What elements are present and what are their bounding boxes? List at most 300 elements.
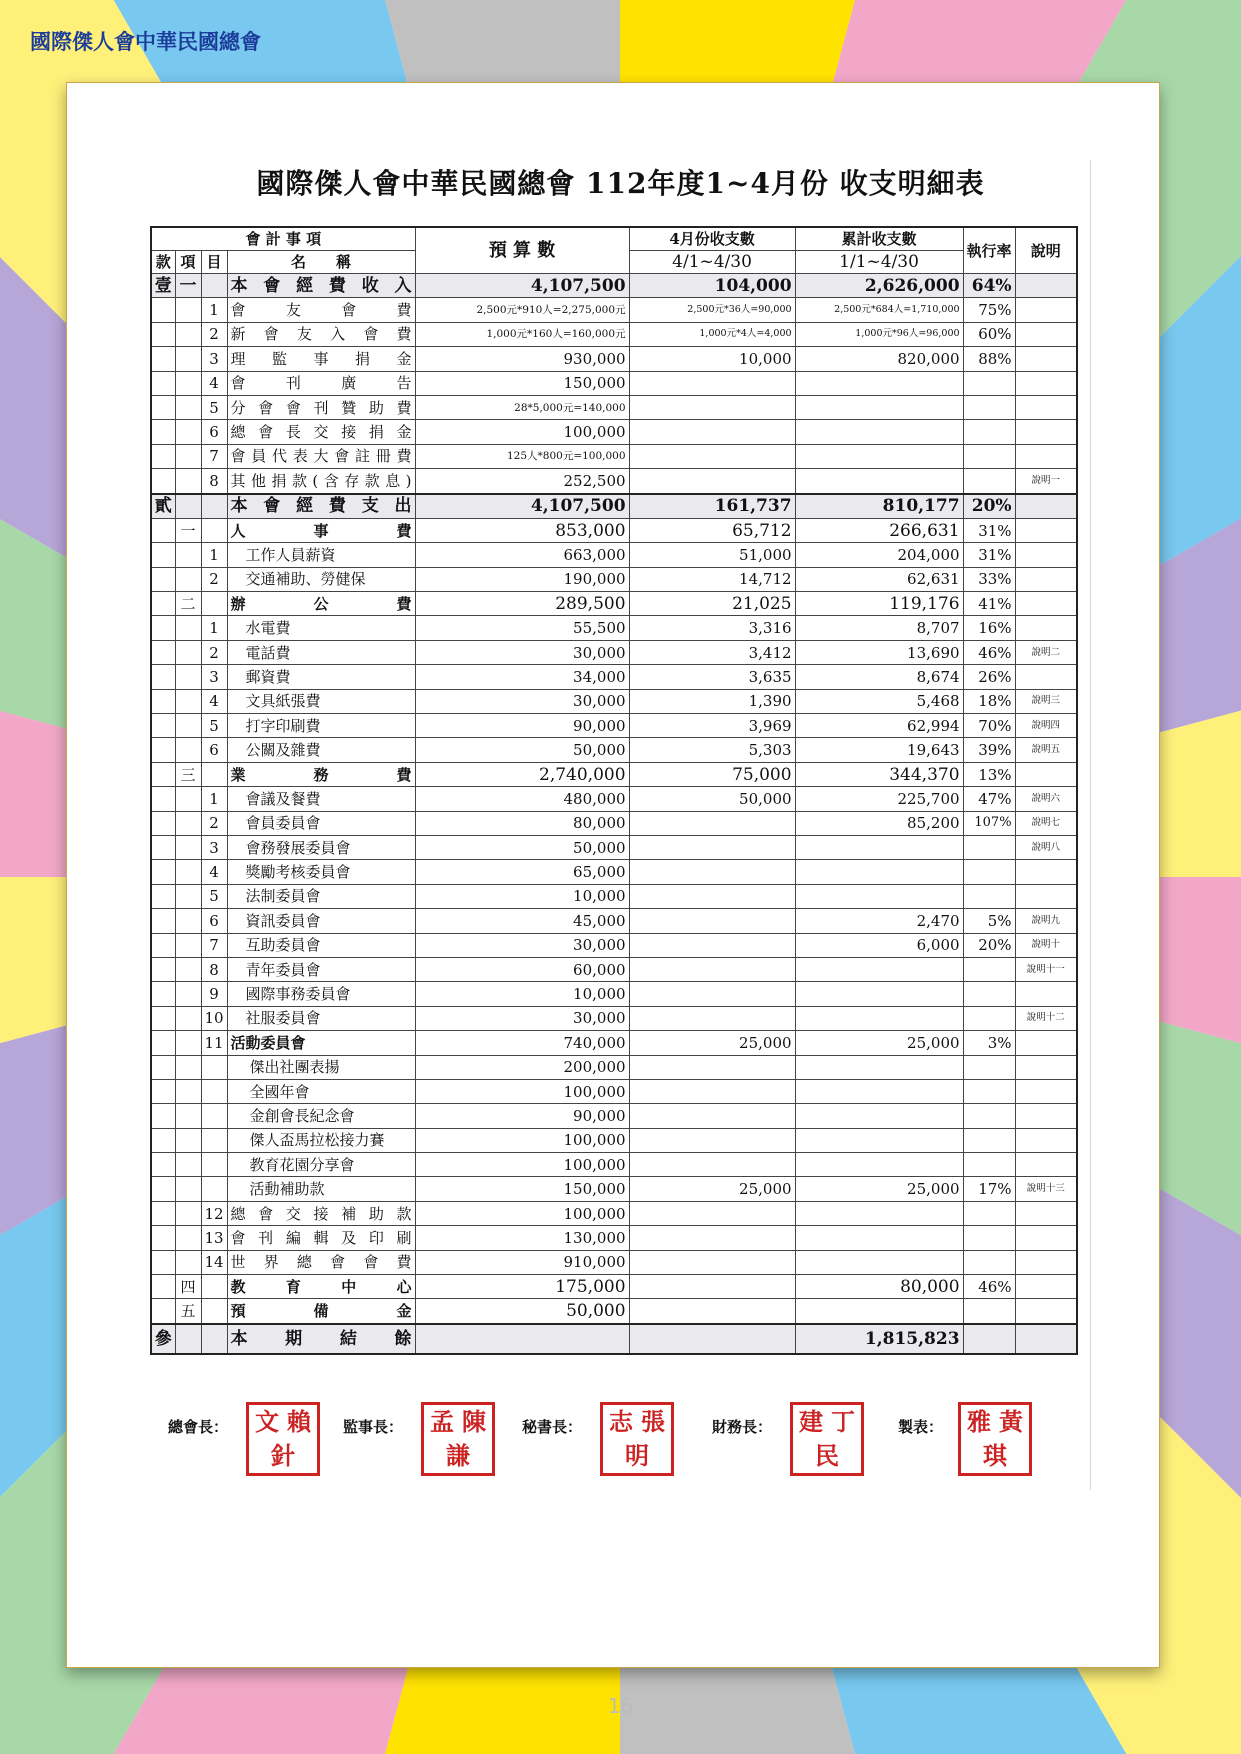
cell-xiang: 二 (175, 592, 201, 616)
cell-budget: 1,000元*160人=160,000元 (415, 322, 629, 346)
cell-mu: 3 (201, 347, 227, 371)
cell-name: 社服委員會 (227, 1006, 415, 1030)
cell-note (1015, 371, 1077, 395)
cell-budget: 910,000 (415, 1250, 629, 1274)
cell-budget: 28*5,000元=140,000 (415, 395, 629, 419)
cell-cumulative (795, 835, 963, 859)
cell-rate (963, 1055, 1015, 1079)
cell-note (1015, 1055, 1077, 1079)
table-row (151, 1104, 1077, 1128)
cell-april (629, 835, 795, 859)
cell-name: 電話費 (227, 640, 415, 664)
cell-note (1015, 1128, 1077, 1152)
cell-rate (963, 395, 1015, 419)
cell-kuan (151, 395, 175, 419)
cell-cumulative: 85,200 (795, 811, 963, 835)
cell-budget: 100,000 (415, 1128, 629, 1152)
table-row (151, 322, 1077, 346)
seal-character: 文 (255, 1407, 279, 1436)
cell-cumulative: 266,631 (795, 518, 963, 542)
cell-mu: 10 (201, 1006, 227, 1030)
table-body (151, 274, 1077, 1354)
cell-note (1015, 543, 1077, 567)
cell-budget: 100,000 (415, 420, 629, 444)
cell-mu: 5 (201, 714, 227, 738)
cell-cumulative: 5,468 (795, 689, 963, 713)
header-april-range: 4/1~4/30 (629, 251, 795, 274)
cell-xiang (175, 494, 201, 519)
cell-xiang (175, 1104, 201, 1128)
cell-name: 會員代表大會註冊費 (227, 444, 415, 468)
cell-rate (963, 469, 1015, 494)
cell-rate: 64% (963, 274, 1015, 298)
cell-mu: 7 (201, 933, 227, 957)
cell-budget: 65,000 (415, 860, 629, 884)
cell-budget: 740,000 (415, 1031, 629, 1055)
cell-cumulative: 80,000 (795, 1275, 963, 1299)
table-row (151, 884, 1077, 908)
cell-april (629, 1226, 795, 1250)
cell-rate: 16% (963, 616, 1015, 640)
cell-note (1015, 665, 1077, 689)
cell-mu: 6 (201, 420, 227, 444)
organization-header: 國際傑人會中華民國總會 (30, 30, 261, 54)
cell-april: 14,712 (629, 567, 795, 591)
signature-label: 監事長： (343, 1418, 404, 1436)
seal-character: 建 (799, 1407, 823, 1436)
cell-name: 其他捐款(含存款息) (227, 469, 415, 494)
cell-kuan (151, 444, 175, 468)
cell-name: 活動補助款 (227, 1177, 415, 1201)
cell-mu (201, 1055, 227, 1079)
cell-cumulative: 19,643 (795, 738, 963, 762)
cell-rate (963, 1250, 1015, 1274)
cell-kuan (151, 884, 175, 908)
income-expense-table (150, 226, 1078, 1355)
cell-note (1015, 347, 1077, 371)
cell-mu: 6 (201, 909, 227, 933)
cell-name: 金創會長紀念會 (227, 1104, 415, 1128)
cell-xiang (175, 1226, 201, 1250)
cell-mu: 13 (201, 1226, 227, 1250)
cell-name: 文具紙張費 (227, 689, 415, 713)
cell-note: 說明十三 (1015, 1177, 1077, 1201)
cell-rate: 33% (963, 567, 1015, 591)
cell-kuan (151, 762, 175, 786)
seal-stamp (246, 1402, 320, 1476)
cell-budget: 2,740,000 (415, 762, 629, 786)
cell-mu: 6 (201, 738, 227, 762)
cell-name: 本 期 結 餘 (227, 1324, 415, 1354)
cell-budget: 34,000 (415, 665, 629, 689)
cell-rate (963, 444, 1015, 468)
cell-kuan (151, 567, 175, 591)
cell-note: 說明七 (1015, 811, 1077, 835)
table-row (151, 1177, 1077, 1201)
cell-name: 交通補助、勞健保 (227, 567, 415, 591)
cell-xiang (175, 616, 201, 640)
cell-xiang (175, 1128, 201, 1152)
header-name: 名 稱 (227, 251, 415, 274)
cell-kuan (151, 714, 175, 738)
page-number: 16 (607, 1694, 634, 1718)
cell-cumulative: 1,000元*96人=96,000 (795, 322, 963, 346)
table-row (151, 689, 1077, 713)
cell-note (1015, 592, 1077, 616)
cell-rate (963, 420, 1015, 444)
table-row (151, 1201, 1077, 1225)
cell-note (1015, 322, 1077, 346)
cell-mu: 3 (201, 835, 227, 859)
cell-april: 10,000 (629, 347, 795, 371)
cell-xiang (175, 1079, 201, 1103)
cell-mu: 7 (201, 444, 227, 468)
cell-budget: 10,000 (415, 884, 629, 908)
cell-mu: 1 (201, 543, 227, 567)
table-row (151, 616, 1077, 640)
cell-april: 51,000 (629, 543, 795, 567)
cell-mu: 2 (201, 567, 227, 591)
cell-note: 說明四 (1015, 714, 1077, 738)
seal-stamp (600, 1402, 674, 1476)
seal-character: 琪 (983, 1441, 1007, 1470)
cell-mu: 5 (201, 884, 227, 908)
table-row (151, 738, 1077, 762)
cell-note: 說明六 (1015, 787, 1077, 811)
cell-name: 傑人盃馬拉松接力賽 (227, 1128, 415, 1152)
cell-note: 說明十 (1015, 933, 1077, 957)
cell-cumulative: 2,500元*684人=1,710,000 (795, 298, 963, 322)
cell-xiang (175, 640, 201, 664)
cell-note: 說明五 (1015, 738, 1077, 762)
cell-kuan (151, 1250, 175, 1274)
cell-kuan (151, 665, 175, 689)
cell-mu: 2 (201, 640, 227, 664)
table-row (151, 1275, 1077, 1299)
cell-mu: 4 (201, 689, 227, 713)
cell-april: 3,412 (629, 640, 795, 664)
table-row (151, 395, 1077, 419)
cell-kuan (151, 1031, 175, 1055)
cell-note (1015, 420, 1077, 444)
cell-rate: 5% (963, 909, 1015, 933)
cell-budget: 30,000 (415, 1006, 629, 1030)
cell-budget: 100,000 (415, 1201, 629, 1225)
cell-note: 說明九 (1015, 909, 1077, 933)
cell-rate: 3% (963, 1031, 1015, 1055)
header-rate: 執行率 (963, 227, 1015, 274)
cell-april (629, 909, 795, 933)
cell-april: 3,635 (629, 665, 795, 689)
seal-stamp (790, 1402, 864, 1476)
table-row (151, 982, 1077, 1006)
cell-name: 教育花園分享會 (227, 1153, 415, 1177)
cell-cumulative (795, 957, 963, 981)
cell-cumulative: 810,177 (795, 494, 963, 519)
cell-april (629, 933, 795, 957)
cell-rate: 18% (963, 689, 1015, 713)
cell-name: 新會友入會費 (227, 322, 415, 346)
cell-budget: 175,000 (415, 1275, 629, 1299)
cell-april (629, 469, 795, 494)
cell-note (1015, 494, 1077, 519)
table-row (151, 909, 1077, 933)
cell-note (1015, 1299, 1077, 1324)
cell-mu: 12 (201, 1201, 227, 1225)
cell-mu: 8 (201, 957, 227, 981)
table-row (151, 494, 1077, 519)
cell-april: 1,000元*4人=4,000 (629, 322, 795, 346)
table-row (151, 592, 1077, 616)
table-row (151, 469, 1077, 494)
seal-character: 志 (609, 1407, 633, 1436)
cell-note (1015, 616, 1077, 640)
cell-rate (963, 1324, 1015, 1354)
cell-name: 會刊編輯及印刷 (227, 1226, 415, 1250)
cell-rate (963, 371, 1015, 395)
cell-note (1015, 1079, 1077, 1103)
cell-cumulative: 2,626,000 (795, 274, 963, 298)
header-note: 說明 (1015, 227, 1077, 274)
cell-april: 104,000 (629, 274, 795, 298)
cell-budget: 480,000 (415, 787, 629, 811)
cell-kuan (151, 689, 175, 713)
cell-xiang (175, 444, 201, 468)
header-kuan: 款 (151, 251, 175, 274)
cell-cumulative (795, 982, 963, 1006)
cell-note (1015, 518, 1077, 542)
cell-name: 教育中心 (227, 1275, 415, 1299)
cell-rate (963, 1079, 1015, 1103)
cell-april (629, 811, 795, 835)
cell-mu: 4 (201, 371, 227, 395)
header-xiang: 項 (175, 251, 201, 274)
cell-xiang (175, 1031, 201, 1055)
signature-row (168, 1402, 1068, 1482)
cell-kuan (151, 616, 175, 640)
cell-cumulative (795, 1226, 963, 1250)
cell-kuan (151, 1201, 175, 1225)
cell-mu: 4 (201, 860, 227, 884)
cell-cumulative (795, 1055, 963, 1079)
cell-rate (963, 957, 1015, 981)
seal-character: 民 (815, 1441, 839, 1470)
table-row (151, 1299, 1077, 1324)
cell-cumulative (795, 884, 963, 908)
cell-rate: 20% (963, 494, 1015, 519)
table-row (151, 518, 1077, 542)
table-row (151, 640, 1077, 664)
cell-xiang (175, 347, 201, 371)
cell-xiang (175, 884, 201, 908)
cell-xiang (175, 1250, 201, 1274)
cell-budget: 50,000 (415, 1299, 629, 1324)
cell-april (629, 1324, 795, 1354)
scan-edge-line (1090, 160, 1091, 1490)
cell-cumulative (795, 1299, 963, 1324)
cell-rate: 13% (963, 762, 1015, 786)
cell-name: 預備金 (227, 1299, 415, 1324)
cell-budget: 930,000 (415, 347, 629, 371)
table-row (151, 860, 1077, 884)
cell-april (629, 1104, 795, 1128)
seal-stamp (421, 1402, 495, 1476)
cell-rate: 47% (963, 787, 1015, 811)
cell-budget: 100,000 (415, 1153, 629, 1177)
cell-xiang (175, 982, 201, 1006)
table-row (151, 1079, 1077, 1103)
cell-budget: 30,000 (415, 689, 629, 713)
cell-cumulative (795, 1201, 963, 1225)
table-row (151, 1031, 1077, 1055)
cell-note (1015, 1275, 1077, 1299)
table-row (151, 1226, 1077, 1250)
cell-cumulative (795, 1104, 963, 1128)
cell-cumulative (795, 1128, 963, 1152)
cell-note (1015, 1324, 1077, 1354)
cell-april (629, 982, 795, 1006)
cell-mu (201, 1299, 227, 1324)
cell-budget: 4,107,500 (415, 274, 629, 298)
cell-cumulative: 62,631 (795, 567, 963, 591)
cell-note (1015, 1104, 1077, 1128)
cell-april (629, 1250, 795, 1274)
table-row (151, 811, 1077, 835)
cell-mu (201, 592, 227, 616)
cell-xiang (175, 811, 201, 835)
cell-xiang (175, 957, 201, 981)
cell-rate: 46% (963, 1275, 1015, 1299)
cell-rate (963, 835, 1015, 859)
table-row (151, 787, 1077, 811)
cell-name: 法制委員會 (227, 884, 415, 908)
cell-xiang (175, 860, 201, 884)
cell-april (629, 1079, 795, 1103)
cell-mu: 8 (201, 469, 227, 494)
cell-april (629, 1201, 795, 1225)
cell-budget: 45,000 (415, 909, 629, 933)
cell-name: 傑出社團表揚 (227, 1055, 415, 1079)
cell-name: 會務發展委員會 (227, 835, 415, 859)
cell-kuan (151, 909, 175, 933)
cell-mu: 2 (201, 322, 227, 346)
cell-name: 總會長交接捐金 (227, 420, 415, 444)
cell-cumulative (795, 860, 963, 884)
cell-budget: 150,000 (415, 371, 629, 395)
cell-mu: 5 (201, 395, 227, 419)
cell-xiang (175, 933, 201, 957)
cell-note (1015, 567, 1077, 591)
cell-april: 21,025 (629, 592, 795, 616)
header-mu: 目 (201, 251, 227, 274)
cell-cumulative (795, 1153, 963, 1177)
cell-april (629, 1153, 795, 1177)
cell-kuan (151, 1226, 175, 1250)
cell-budget: 663,000 (415, 543, 629, 567)
cell-kuan (151, 518, 175, 542)
cell-name: 獎勵考核委員會 (227, 860, 415, 884)
cell-april: 65,712 (629, 518, 795, 542)
cell-cumulative: 8,674 (795, 665, 963, 689)
cell-april: 3,316 (629, 616, 795, 640)
cell-note (1015, 298, 1077, 322)
table-row (151, 1006, 1077, 1030)
cell-name: 分會會刊贊助費 (227, 395, 415, 419)
cell-xiang (175, 689, 201, 713)
cell-cumulative (795, 1079, 963, 1103)
cell-mu (201, 1153, 227, 1177)
cell-kuan (151, 933, 175, 957)
seal-character: 明 (625, 1441, 649, 1470)
cell-april: 1,390 (629, 689, 795, 713)
cell-budget: 130,000 (415, 1226, 629, 1250)
cell-xiang (175, 420, 201, 444)
cell-kuan (151, 1055, 175, 1079)
cell-cumulative: 204,000 (795, 543, 963, 567)
cell-april: 25,000 (629, 1177, 795, 1201)
cell-cumulative: 2,470 (795, 909, 963, 933)
cell-note (1015, 860, 1077, 884)
cell-kuan: 參 (151, 1324, 175, 1354)
cell-budget: 853,000 (415, 518, 629, 542)
cell-budget (415, 1324, 629, 1354)
table-row (151, 371, 1077, 395)
cell-april: 75,000 (629, 762, 795, 786)
cell-rate: 20% (963, 933, 1015, 957)
cell-budget: 80,000 (415, 811, 629, 835)
cell-budget: 30,000 (415, 640, 629, 664)
cell-budget: 125人*800元=100,000 (415, 444, 629, 468)
table-row (151, 762, 1077, 786)
cell-rate (963, 1299, 1015, 1324)
cell-rate: 17% (963, 1177, 1015, 1201)
cell-budget: 55,500 (415, 616, 629, 640)
cell-mu (201, 274, 227, 298)
cell-rate: 46% (963, 640, 1015, 664)
cell-cumulative (795, 420, 963, 444)
cell-mu (201, 1104, 227, 1128)
cell-xiang (175, 395, 201, 419)
cell-april: 5,303 (629, 738, 795, 762)
cell-note: 說明十二 (1015, 1006, 1077, 1030)
cell-mu (201, 1177, 227, 1201)
table-row (151, 665, 1077, 689)
cell-kuan (151, 1275, 175, 1299)
cell-kuan (151, 469, 175, 494)
cell-name: 互助委員會 (227, 933, 415, 957)
cell-name: 青年委員會 (227, 957, 415, 981)
cell-kuan (151, 787, 175, 811)
cell-budget: 90,000 (415, 714, 629, 738)
cell-april (629, 860, 795, 884)
cell-kuan (151, 860, 175, 884)
cell-rate: 26% (963, 665, 1015, 689)
cell-cumulative: 225,700 (795, 787, 963, 811)
cell-name: 理監事捐金 (227, 347, 415, 371)
cell-april: 3,969 (629, 714, 795, 738)
cell-mu: 14 (201, 1250, 227, 1274)
cell-kuan: 壹 (151, 274, 175, 298)
cell-mu (201, 1079, 227, 1103)
cell-rate: 39% (963, 738, 1015, 762)
cell-rate: 31% (963, 518, 1015, 542)
cell-april (629, 444, 795, 468)
cell-xiang: 三 (175, 762, 201, 786)
signature-label: 秘書長： (522, 1418, 583, 1436)
cell-kuan (151, 1006, 175, 1030)
cell-budget: 50,000 (415, 835, 629, 859)
cell-note: 說明三 (1015, 689, 1077, 713)
